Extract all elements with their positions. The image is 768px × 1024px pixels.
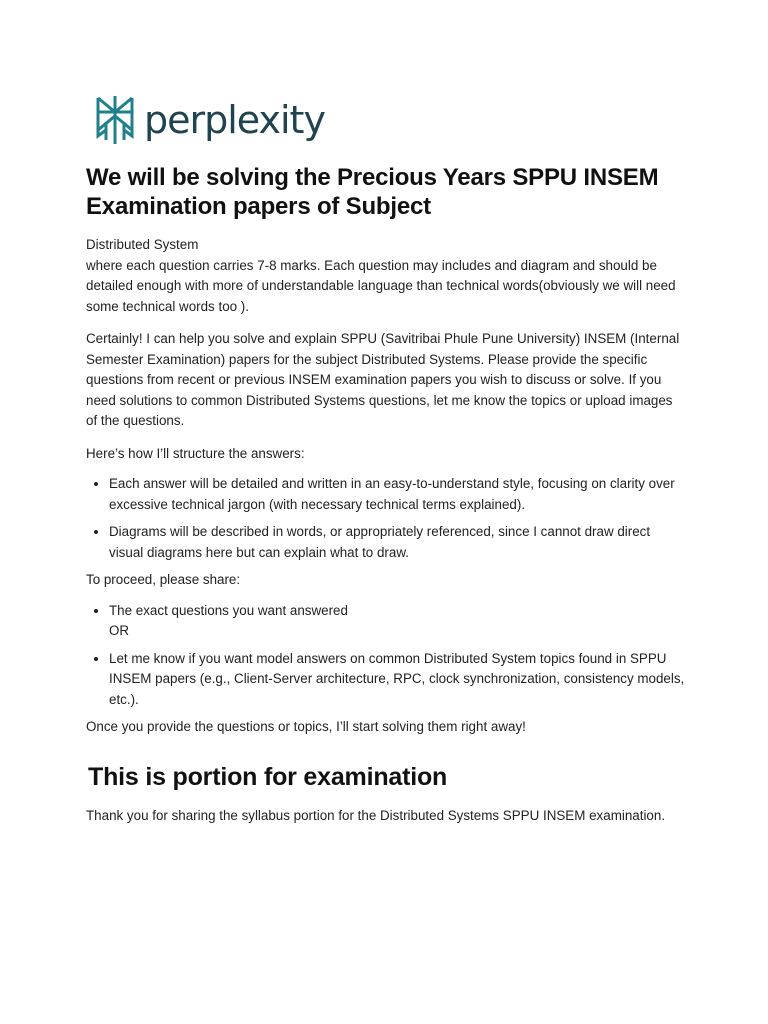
- proceed-list: [86, 601, 686, 711]
- list-item: • Each answer will be detailed and written in an easy-to-understand style, focusing on clarity over excessive technical jargon (with necessary technical terms explained).: [109, 474, 686, 515]
- list-item: • Diagrams will be described in words, or appropriately referenced, since I cannot draw direct visual diagrams here but can explain what to draw.: [109, 522, 686, 563]
- answer-closing: Once you provide the questions or topics, I’ll start solving them right away!: [86, 719, 526, 734]
- list-item-or: OR: [109, 623, 130, 638]
- proceed-heading: To proceed, please share:: [86, 572, 241, 587]
- perplexity-logo: [94, 94, 325, 146]
- conversation-content: [86, 163, 686, 826]
- list-item: [109, 601, 686, 642]
- section-title: This is portion for examination: [88, 762, 448, 791]
- structure-heading: Here’s how I’ll structure the answers:: [86, 445, 305, 461]
- question-details: where each question carries 7-8 marks. Each question may includes and diagram and should be detailed enough with more of understandable language than technical words(obviously we will need some technical words too ).: [86, 257, 676, 314]
- structure-list: [86, 474, 686, 563]
- answer-intro: Certainly! I can help you solve and explain SPPU (Savitribai Phule Pune University) INSEM (Internal Semester Examination) papers for the subject Distributed Systems. Please provide the specific questions from recent or previous INSEM examination papers you wish to discuss or solve. If you need solutions to common Distributed Systems questions, let me know the topics or upload images of the questions.: [86, 331, 680, 428]
- list-item-text: The exact questions you want answered: [109, 602, 348, 618]
- list-item: [109, 649, 686, 711]
- list-item-text: Let me know if you want model answers on common Distributed System topics found in SPPU INSEM papers (e.g., Client-Server architecture, RPC, clock synchronization, consistency models, etc.).: [109, 650, 685, 707]
- perplexity-logo-icon: [94, 94, 136, 146]
- section-text: Thank you for sharing the syllabus portion for the Distributed Systems SPPU INSEM examination.: [86, 807, 666, 823]
- question-subject: Distributed System: [86, 237, 199, 252]
- question-title: We will be solving the Precious Years SPPU INSEM Examination papers of Subject: [86, 164, 659, 220]
- perplexity-wordmark: perplexity: [144, 98, 325, 142]
